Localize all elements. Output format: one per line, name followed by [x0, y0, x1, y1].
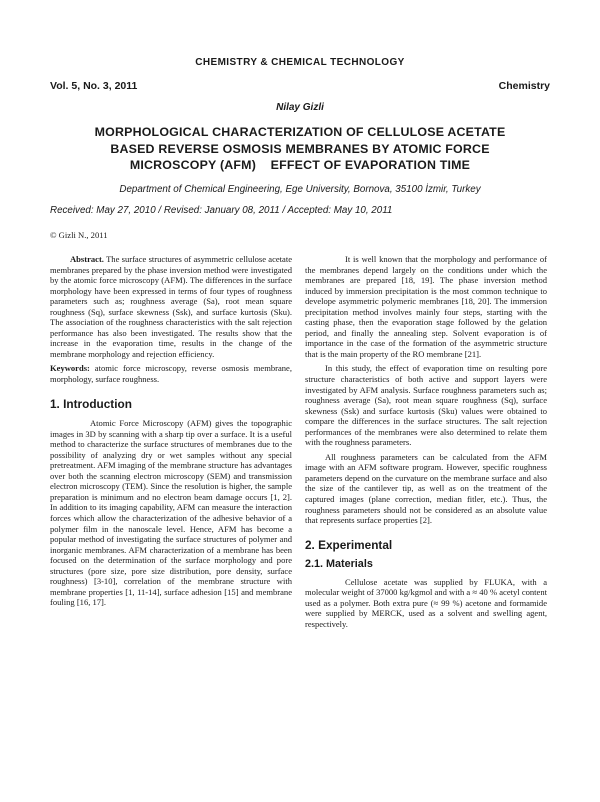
title-line-3: MICROSCOPY (AFM) EFFECT OF EVAPORATION TIME	[129, 158, 471, 172]
copyright: © Gizli N., 2011	[50, 230, 108, 240]
title-line-2: BASED REVERSE OSMOSIS MEMBRANES BY ATOMIC FORCE	[110, 141, 490, 156]
materials-heading: 2.1. Materials	[305, 558, 373, 571]
introduction-paragraph-3: In this study, the effect of evaporation time on resulting pore structure characteristics of both active and support layers were investigated by AFM analysis. Surface roughness parameters such as; roughness average (Sa), root mean square roughness (Sq), surface skewness (Ssk) and surface kurtosis (Sku) values were obtained to compare the differences in the surface structures. The salt rejection performances of the membranes were also determined to relate them with the roughness parameters.	[305, 363, 547, 448]
abstract	[50, 254, 292, 359]
title-line-1: MORPHOLOGICAL CHARACTERIZATION OF CELLULOSE ACETATE	[94, 125, 506, 139]
journal-name: CHEMISTRY & CHEMICAL TECHNOLOGY	[195, 57, 405, 68]
introduction-paragraph-1: Atomic Force Microscopy (AFM) gives the topographic images in 3D by scanning with a sharp tip over a surface. It is a useful method to characterize the surface structures of membranes due to the possibility of analyzing dry or wet samples without any special pretreatment. AFM imaging of the membrane structure has advantages over both the scanning electron microscopy (SEM) and transmission electron microscopy (TEM). Since the resolution is higher, the sample preparation is minimum and no electron beam damage occurs [1, 2]. In addition to its imaging capability, AFM can measure the interaction forces which allow the characterization of the adhesive behavior of a polymer film in the nanoscale level. Hence, AFM has become a popular method of investigating the surface structures of polymer and inorganic membranes. AFM characterization of a membrane has been focused on the determination of the surface morphology and pore structures (pore size, pore size distribution, pore density, surface roughness) [3-10], correlation of the membrane structure with membrane properties [1, 11-14], surface adhesion [15] and membrane fouling [16, 17].	[50, 418, 292, 608]
keywords-label: Keywords:	[50, 363, 90, 374]
left-column	[50, 254, 292, 608]
introduction-heading: 1. Introduction	[50, 396, 132, 411]
experimental-heading: 2. Experimental	[305, 537, 393, 552]
volume-info: Vol. 5, No. 3, 2011	[50, 80, 138, 92]
keywords	[50, 363, 292, 384]
abstract-text: The surface structures of asymmetric cellulose acetate membranes prepared by the phase inversion method were investigated by the atomic force microscopy (AFM). The differences in the surface morphology have been expressed in terms of four types of roughness parameters such as; roughness average (Sa), root mean square roughness (Sq), surface skewness (Ssk), and surface kurtosis (Sku). The association of the roughness characteristics with the salt rejection performance has also been investigated. The results show that the increase in the evaporation time, results in the change of the membrane morphology and rejection efficiency.	[50, 254, 293, 359]
introduction-paragraph-2: It is well known that the morphology and performance of the membranes depend largely on the conditions under which the membranes are prepared [18, 19]. The phase inversion method induced by immersion precipitation is the most common technique to develope asymmetric polymeric membranes [18, 20]. The immersion precipitation method involves mainly four steps, starting with the casting phase, then the evaporation stage followed by the gelation period, and finally the annealing step. Solvent evaporation is of importance in the case of the formation of the asymmetric structure that is the main property of the RO membrane [21].	[305, 254, 547, 359]
introduction-paragraph-4: All roughness parameters can be calculated from the AFM image with an AFM software program. However, specific roughness parameters depend on the curvature on the membrane surface and also the size of the cantilever tip, as well as on the treatment of the captured images (plane correction, median fitler, etc.). Thus, the roughness parameters should not be considered as an absolute value that represents surface properties [2].	[305, 451, 547, 526]
paper-title	[60, 124, 540, 174]
right-column	[305, 254, 547, 630]
section-label: Chemistry	[498, 80, 550, 92]
author-name: Nilay Gizli	[276, 102, 324, 113]
materials-paragraph: Cellulose acetate was supplied by FLUKA, with a molecular weight of 37000 kg/kgmol and with a ≈ 40 % acetyl content used as a polymer. Both extra pure (≈ 99 %) acetone and formamide were supplied by MERCK, used as a solvent and swelling agent, respectively.	[305, 576, 547, 629]
affiliation: Department of Chemical Engineering, Ege University, Bornova, 35100 İzmir, Turkey	[119, 184, 481, 195]
keywords-text: atomic force microscopy, reverse osmosis membrane, morphology, surface roughness.	[50, 363, 292, 385]
submission-dates: Received: May 27, 2010 / Revised: January 08, 2011 / Accepted: May 10, 2011	[50, 205, 393, 216]
abstract-label: Abstract.	[70, 254, 104, 264]
